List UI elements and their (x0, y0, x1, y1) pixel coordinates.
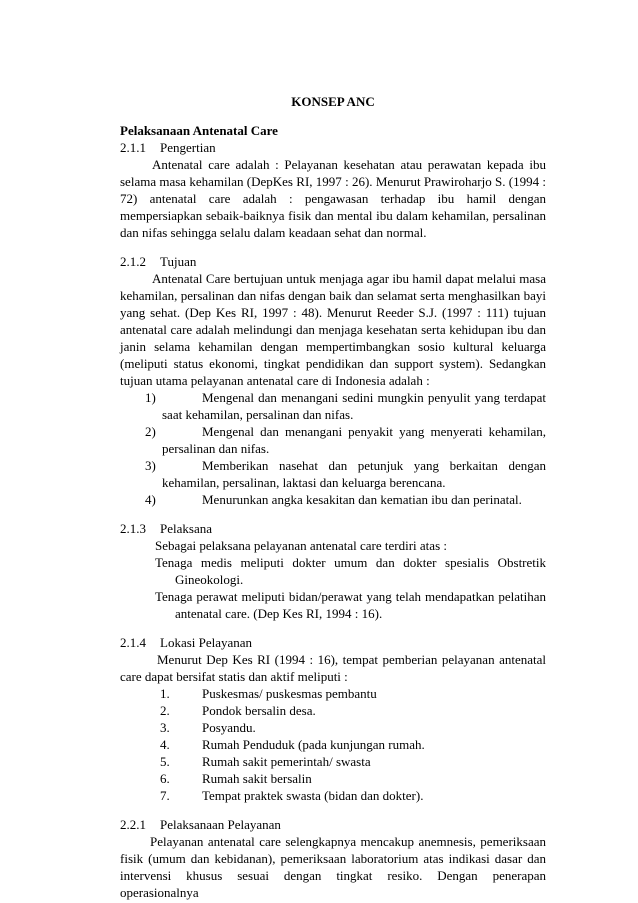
list-item-text: Rumah Penduduk (pada kunjungan rumah. (202, 737, 425, 752)
list-item-text: persalinan dan nifas. (162, 441, 270, 456)
section-title: Pengertian (160, 140, 216, 155)
list-item-number: 2) (145, 424, 156, 439)
section-number: 2.1.4 (120, 635, 146, 650)
list-item-text: Mengenal dan menangani penyakit yang menyerati kehamilan, (202, 424, 546, 439)
paragraph-line: Antenatal Care bertujuan untuk menjaga agar ibu hamil dapat melalui masa (152, 271, 546, 286)
paragraph-line: kehamilan, persalinan dan nifas dengan baik dan selamat serta menghasilkan bayi (120, 288, 546, 303)
document-title: KONSEP ANC (291, 94, 375, 109)
list-item-text: Tempat praktek swasta (bidan dan dokter). (202, 788, 424, 803)
list-item-text: Menurunkan angka kesakitan dan kematian ibu dan perinatal. (202, 492, 522, 507)
paragraph-line: Tenaga perawat meliputi bidan/perawat yang telah mendapatkan pelatihan (155, 589, 546, 604)
section-title: Pelaksana (160, 521, 212, 536)
paragraph-line: Menurut Dep Kes RI (1994 : 16), tempat pemberian pelayanan antenatal (157, 652, 546, 667)
section-title: Pelaksanaan Pelayanan (160, 817, 281, 832)
list-item-text: Memberikan nasehat dan petunjuk yang berkaitan dengan (202, 458, 546, 473)
list-item-text: kehamilan, persalinan, laktasi dan keluarga berencana. (162, 475, 446, 490)
paragraph-line: fisik (umum dan kebidanan), pemeriksaan laboratorium atas indikasi dasar dan (120, 851, 546, 866)
section-2-2-1-heading (120, 816, 546, 833)
paragraph-line: 72) antenatal care adalah : pengawasan terhadap ibu hamil dengan (120, 191, 546, 206)
section-title: Tujuan (160, 254, 197, 269)
paragraph-line: Tenaga medis meliputi dokter umum dan dokter spesialis Obstretik (155, 555, 546, 570)
list-item-number: 4. (160, 737, 170, 752)
paragraph-line: Sebagai pelaksana pelayanan antenatal care terdiri atas : (155, 538, 447, 553)
list-item-number: 4) (145, 492, 156, 507)
paragraph-line: Pelayanan antenatal care selengkapnya mencakup anemnesis, pemeriksaan (150, 834, 546, 849)
list-item-number: 5. (160, 754, 170, 769)
section-2-1-3-heading (120, 520, 546, 537)
paragraph-line: antenatal care. (Dep Kes RI, 1994 : 16). (175, 606, 383, 621)
list-item-number: 3. (160, 720, 170, 735)
section-2-1-1-heading (120, 139, 546, 156)
list-item-number: 7. (160, 788, 170, 803)
paragraph-line: intervensi khusus sesuai dengan tingkat resiko. Dengan penerapan operasionalnya (120, 868, 546, 900)
list-item-text: Pondok bersalin desa. (202, 703, 316, 718)
list-item-number: 2. (160, 703, 170, 718)
list-item-text: saat kehamilan, persalinan dan nifas. (162, 407, 354, 422)
paragraph-line: mempersiapkan sebaik-baiknya fisik dan mental ibu dalam kehamilan, persalinan (120, 208, 546, 223)
paragraph-line: janin selama kehamilan dengan mempertimbangkan sosio kultural keluarga (120, 339, 546, 354)
paragraph-line: tujuan utama pelayanan antenatal care di Indonesia adalah : (120, 373, 430, 388)
list-item-number: 3) (145, 458, 156, 473)
section-2-1-2-heading (120, 253, 546, 270)
paragraph-line: care dapat bersifat statis dan aktif meliputi : (120, 669, 348, 684)
paragraph-line: yang sehat. (Dep Kes RI, 1997 : 48). Menurut Reeder S.J. (1997 : 111) tujuan (120, 305, 546, 320)
paragraph-line: Antenatal care adalah : Pelayanan kesehatan atau perawatan kepada ibu (152, 157, 546, 172)
list-item-number: 1) (145, 390, 156, 405)
paragraph-line: dan nifas sehingga selalu dalam keadaan sehat dan normal. (120, 225, 427, 240)
list-item-text: Rumah sakit bersalin (202, 771, 312, 786)
section-number: 2.1.2 (120, 254, 146, 269)
section-2-1-4-heading (120, 634, 546, 651)
paragraph-line: (meliputi status ekonomi, tingkat pendidikan dan support system). Sedangkan (120, 356, 546, 371)
list-item-number: 6. (160, 771, 170, 786)
section-title: Lokasi Pelayanan (160, 635, 253, 650)
list-item-text: Mengenal dan menangani sedini mungkin penyulit yang terdapat (202, 390, 546, 405)
paragraph-line: antenatal care adalah melindungi dan menjaga kesehatan serta kehidupan ibu dan (120, 322, 546, 337)
paragraph-line: Gineokologi. (175, 572, 244, 587)
section-heading: Pelaksanaan Antenatal Care (120, 123, 278, 138)
list-item-text: Puskesmas/ puskesmas pembantu (202, 686, 377, 701)
section-number: 2.1.1 (120, 140, 146, 155)
list-item-text: Posyandu. (202, 720, 256, 735)
paragraph-line: selama masa kehamilan (DepKes RI, 1997 : 26). Menurut Prawiroharjo S. (1994 : (120, 174, 546, 189)
section-number: 2.2.1 (120, 817, 146, 832)
list-item-number: 1. (160, 686, 170, 701)
section-number: 2.1.3 (120, 521, 146, 536)
list-item-text: Rumah sakit pemerintah/ swasta (202, 754, 371, 769)
